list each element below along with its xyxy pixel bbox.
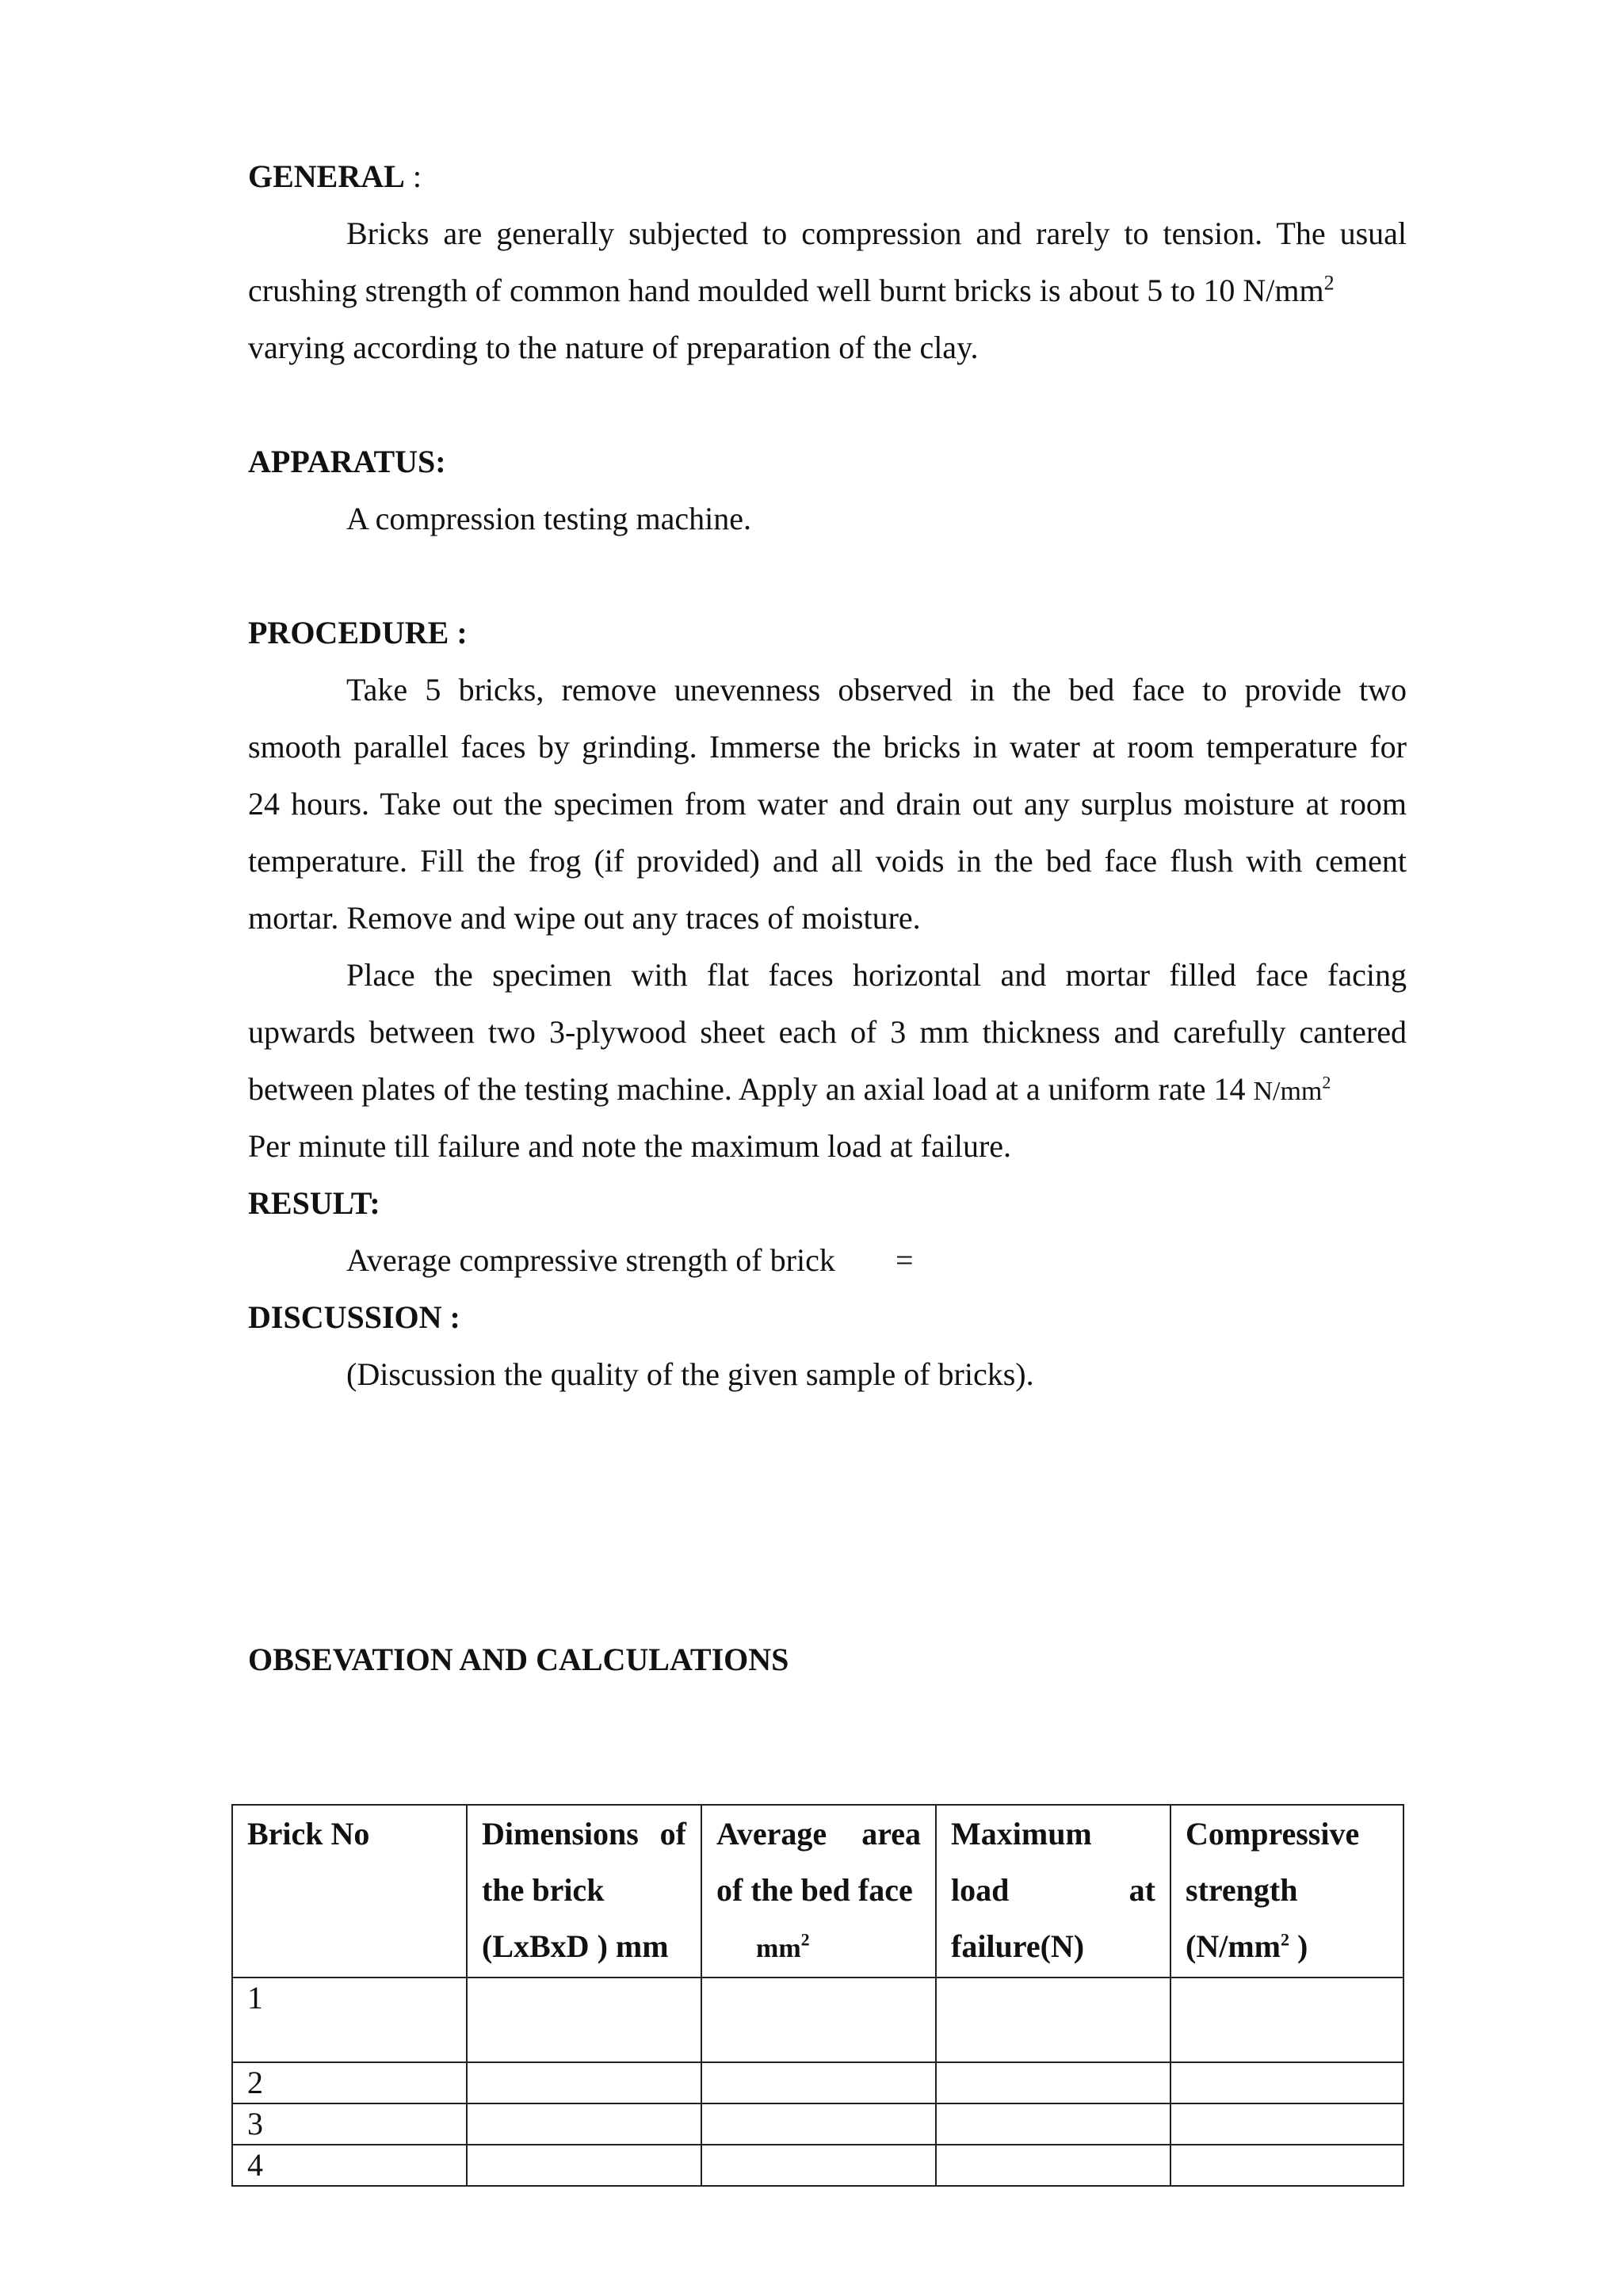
table-header-row	[232, 1805, 1403, 1978]
apparatus-text: A compression testing machine.	[346, 501, 752, 536]
procedure-p1-line-2: smooth parallel faces by grinding. Immerse the bricks in water at room temperature for	[248, 729, 1407, 765]
empty-cell	[936, 2062, 1170, 2103]
procedure-p2-line-3-body: between plates of the testing machine. Apply an axial load at a uniform rate 14	[248, 1071, 1254, 1107]
header-dimensions-line-3: (LxBxD ) mm	[482, 1928, 669, 1964]
empty-cell	[701, 1978, 936, 2062]
empty-cell	[1170, 2062, 1403, 2103]
procedure-p2-line-3	[248, 1070, 1331, 1111]
header-brick-no	[232, 1805, 467, 1978]
header-load-line-2: load at	[951, 1872, 1155, 1908]
empty-cell	[1170, 1978, 1403, 2062]
procedure-p1-line-3: 24 hours. Take out the specimen from water and drain out any surplus moisture at room	[248, 786, 1407, 822]
header-area-line-3	[716, 1918, 921, 1977]
procedure-p1-line-5: mortar. Remove and wipe out any traces of moisture.	[248, 900, 921, 936]
empty-cell	[936, 2103, 1170, 2145]
observation-heading: OBSEVATION AND CALCULATIONS	[248, 1642, 789, 1677]
general-heading-line	[248, 158, 422, 196]
header-strength-unit-close: )	[1289, 1928, 1308, 1964]
empty-cell	[701, 2145, 936, 2186]
general-text-line-2-body: crushing strength of common hand moulded well burnt bricks is about 5 to 10 N/mm	[248, 273, 1324, 308]
brick-no-2: 2	[247, 2065, 263, 2100]
header-dimensions	[467, 1805, 701, 1978]
empty-cell	[467, 2103, 701, 2145]
procedure-heading: PROCEDURE :	[248, 615, 468, 650]
empty-cell	[467, 2145, 701, 2186]
observation-table	[231, 1804, 1404, 2187]
empty-cell	[1170, 2103, 1403, 2145]
header-load-line-1: Maximum	[951, 1816, 1092, 1852]
header-strength-line-2: strength	[1186, 1872, 1298, 1908]
header-compressive-strength	[1170, 1805, 1403, 1978]
brick-no-cell	[232, 1978, 467, 2062]
brick-no-cell	[232, 2145, 467, 2186]
discussion-text: (Discussion the quality of the given sample of bricks).	[346, 1356, 1034, 1392]
header-strength-line-3	[1186, 1918, 1388, 1974]
empty-cell	[467, 2062, 701, 2103]
table-row	[232, 2145, 1403, 2186]
header-area-unit: mm	[756, 1934, 801, 1963]
procedure-p2-line-2: upwards between two 3-plywood sheet each of 3 mm thickness and carefully cantered	[248, 1014, 1407, 1050]
result-text: Average compressive strength of brick	[346, 1242, 835, 1278]
general-text-line-1: Bricks are generally subjected to compression and rarely to tension. The usual	[346, 215, 1407, 251]
general-heading-colon: :	[404, 158, 422, 194]
header-area-unit-sup: 2	[800, 1929, 810, 1950]
table-row	[232, 1978, 1403, 2062]
general-text-line-2	[248, 272, 1335, 310]
brick-no-4: 4	[247, 2147, 263, 2183]
brick-no-cell	[232, 2103, 467, 2145]
header-average-area	[701, 1805, 936, 1978]
table-row	[232, 2062, 1403, 2103]
header-area-line-1: Average area	[716, 1816, 921, 1852]
empty-cell	[701, 2103, 936, 2145]
brick-no-cell	[232, 2062, 467, 2103]
empty-cell	[1170, 2145, 1403, 2186]
brick-no-1: 1	[247, 1980, 263, 2016]
header-dimensions-text	[468, 1806, 701, 1974]
header-strength-line-1: Compressive	[1186, 1816, 1360, 1852]
header-strength-unit: (N/mm	[1186, 1928, 1281, 1964]
apparatus-heading: APPARATUS:	[248, 444, 446, 479]
header-strength-unit-sup: 2	[1280, 1929, 1289, 1950]
header-dimensions-line-2: the brick	[482, 1872, 605, 1908]
header-compressive-strength-text	[1171, 1806, 1403, 1974]
result-heading: RESULT:	[248, 1185, 380, 1221]
general-superscript: 2	[1323, 271, 1335, 295]
header-load-line-3: failure(N)	[951, 1928, 1085, 1964]
procedure-p1-line-1: Take 5 bricks, remove unevenness observed in the bed face to provide two	[346, 672, 1407, 707]
empty-cell	[467, 1978, 701, 2062]
empty-cell	[701, 2062, 936, 2103]
general-text-line-3: varying according to the nature of preparation of the clay.	[248, 330, 979, 365]
header-maximum-load	[936, 1805, 1170, 1978]
header-area-line-2: of the bed face	[716, 1872, 913, 1908]
empty-cell	[936, 2145, 1170, 2186]
header-maximum-load-text	[937, 1806, 1170, 1974]
procedure-p2-line-4: Per minute till failure and note the maximum load at failure.	[248, 1128, 1012, 1164]
brick-no-3: 3	[247, 2106, 263, 2142]
result-equals: =	[896, 1242, 914, 1278]
table-row	[232, 2103, 1403, 2145]
header-average-area-text	[702, 1806, 935, 1977]
procedure-p2-line-1: Place the specimen with flat faces horizontal and mortar filled face facing	[346, 957, 1407, 993]
procedure-p1-line-4: temperature. Fill the frog (if provided) and all voids in the bed face flush with cement	[248, 843, 1407, 879]
empty-cell	[936, 1978, 1170, 2062]
header-brick-no-text	[233, 1806, 466, 1862]
discussion-heading: DISCUSSION :	[248, 1299, 460, 1335]
header-dimensions-line-1: Dimensions of	[482, 1816, 686, 1852]
procedure-unit-superscript: 2	[1322, 1072, 1331, 1093]
procedure-unit: N/mm	[1253, 1077, 1323, 1106]
general-heading: GENERAL	[248, 158, 405, 194]
header-brick-no-line-1: Brick No	[247, 1816, 370, 1852]
